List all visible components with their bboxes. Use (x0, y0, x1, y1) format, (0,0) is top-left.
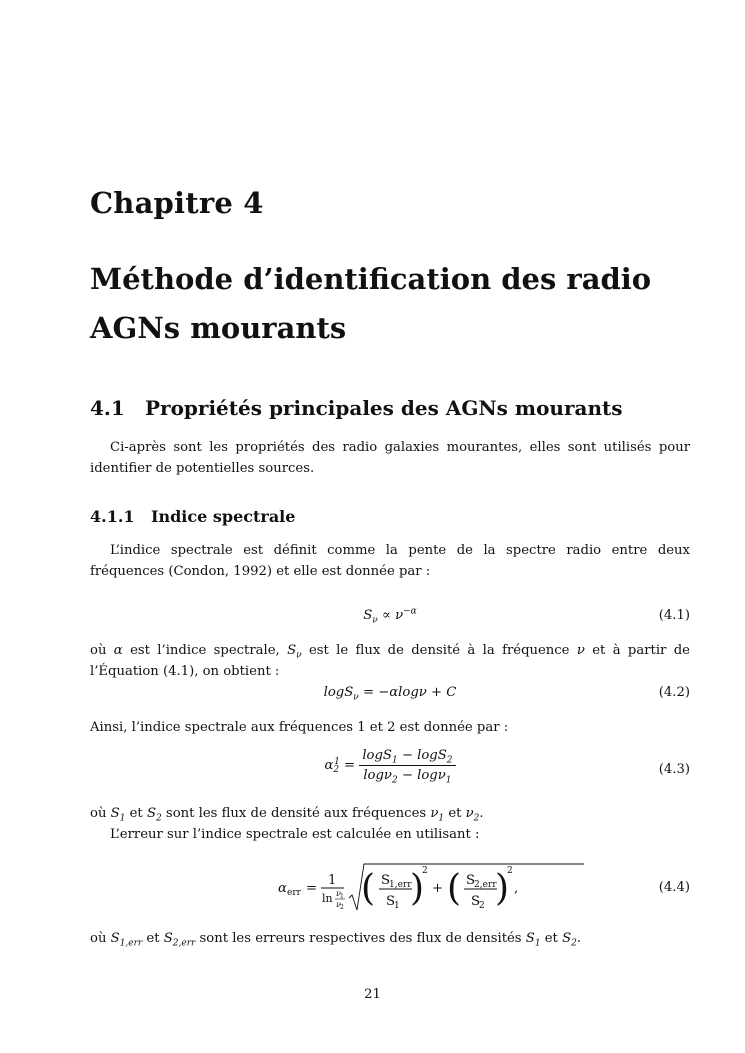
text-fragment: et à partir de l’Équation (4.1), on obtient : (90, 643, 690, 679)
equation-4-3-tag: (4.3) (658, 762, 690, 777)
text-fragment: où (90, 643, 107, 658)
equation-4-4-body (90, 858, 690, 918)
chapter-title (90, 255, 690, 353)
text-fragment: sont les erreurs respectives des flux de densités (199, 931, 522, 946)
svg-text:1: 1 (394, 901, 400, 911)
svg-text:2,err: 2,err (474, 880, 497, 890)
text-fragment: où (90, 931, 107, 946)
chapter-title-line-1: Méthode d’identification des radio (90, 262, 652, 296)
svg-text:,: , (514, 881, 519, 896)
paragraph-after-eq-4-1: où α est l’indice spectrale, $S_\nu$ est le flux de densité à la fréquence ν et à partir de l’Équation (4.1), on obtient : (90, 643, 690, 679)
svg-text:): ) (410, 868, 425, 909)
svg-text:1,err: 1,err (389, 880, 412, 890)
svg-text:(: ( (361, 868, 376, 909)
svg-text:ν: ν (336, 889, 341, 898)
paragraph-after-eq-4-4: où $S_{1,err}$ et $S_{2,err}$ sont les erreurs respectives des flux de densités $S_1$ et $S_2$. (90, 931, 582, 949)
svg-text:2: 2 (422, 866, 428, 876)
paragraph-definition: L’indice spectrale est définit comme la pente de la spectre radio entre deux fréquences (Condon, 1992) et elle est donnée par : (90, 543, 690, 579)
text-fragment: . (576, 931, 582, 946)
svg-text:S: S (386, 894, 396, 909)
text-fragment: est le flux de densité à la fréquence (308, 643, 570, 658)
page-number: 21 (364, 987, 381, 1002)
equation-4-1-tag: (4.1) (658, 608, 690, 623)
chapter-heading: Chapitre 4 (90, 186, 264, 220)
subsection-number: 4.1.1 (90, 507, 135, 526)
svg-text:err: err (287, 888, 301, 898)
section-title: Propriétés principales des AGNs mourants (145, 396, 623, 420)
paragraph-error-intro: L’erreur sur l’indice spectrale est calculée en utilisant : (110, 827, 480, 842)
equation-4-2-body: logS$_\nu$ = −αlogν + C (323, 685, 457, 703)
svg-text:S: S (466, 873, 476, 888)
svg-text:S: S (471, 894, 481, 909)
text-fragment: est l’indice spectrale, (130, 643, 280, 658)
chapter-title-line-2: AGNs mourants (90, 311, 347, 345)
text-fragment: sont les flux de densité aux fréquences (165, 806, 427, 821)
svg-text:+: + (432, 881, 444, 896)
svg-text:2: 2 (507, 866, 513, 876)
equation-4-2 (90, 685, 690, 705)
intro-paragraph: Ci-après sont les propriétés des radio galaxies mourantes, elles sont utilisés pour identifier de potentielles sources. (90, 440, 690, 476)
subsection-heading (90, 507, 295, 526)
equation-4-4-tag: (4.4) (658, 880, 690, 895)
fraction: $\frac{\log S_1 - \log S_2}{\log\nu_2 - \log\nu_1}$ (359, 748, 455, 783)
equation-4-3 (90, 748, 690, 794)
svg-text:2: 2 (479, 901, 485, 911)
svg-text:α: α (278, 881, 287, 896)
svg-text:ln: ln (322, 892, 333, 905)
equation-4-1-body: $S_\nu \propto \nu^{-\alpha}$ (363, 606, 417, 626)
paragraph-after-eq-4-3: où $S_1$ et $S_2$ sont les flux de densité aux fréquences $\nu_1$ et $\nu_2$. (90, 806, 484, 824)
svg-text:2: 2 (340, 904, 344, 911)
text-fragment: et (544, 931, 558, 946)
svg-text:ν: ν (336, 900, 341, 909)
svg-text:=: = (306, 881, 318, 896)
svg-text:): ) (495, 868, 510, 909)
svg-text:1: 1 (328, 873, 337, 888)
subsection-title: Indice spectrale (151, 507, 296, 526)
svg-text:1: 1 (340, 893, 344, 900)
svg-text:S: S (381, 873, 391, 888)
section-number: 4.1 (90, 396, 125, 420)
text-fragment: et (448, 806, 462, 821)
text-fragment: où (90, 806, 107, 821)
equation-4-2-tag: (4.2) (658, 685, 690, 700)
equation-4-3-body: $\alpha_2^1$ = $\frac{\log S_1 - \log S_2}{\log\nu_2 - \log\nu_1}$ (90, 748, 690, 783)
paragraph-before-eq-4-3: Ainsi, l’indice spectrale aux fréquences 1 et 2 est donnée par : (90, 720, 509, 735)
svg-text:(: ( (447, 868, 462, 909)
section-heading (90, 396, 622, 420)
equation-4-4 (90, 858, 690, 918)
equation-4-1 (90, 608, 690, 628)
text-fragment: . (479, 806, 484, 821)
text-fragment: et (129, 806, 143, 821)
text-fragment: et (146, 931, 160, 946)
